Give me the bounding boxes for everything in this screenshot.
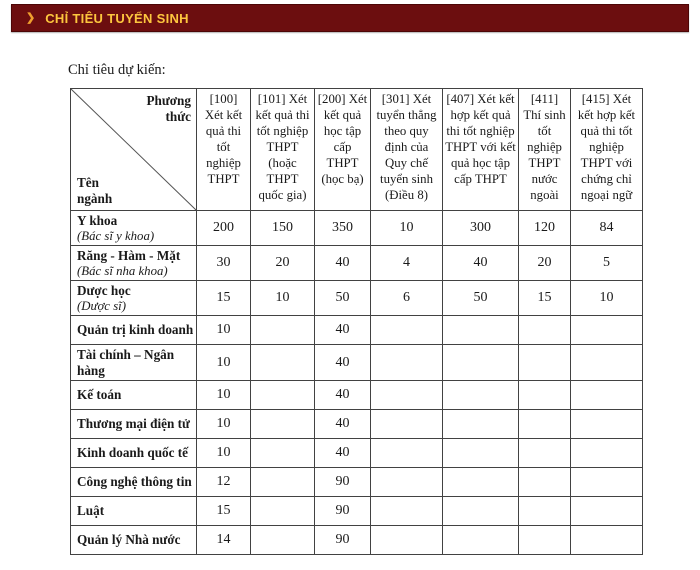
quota-cell bbox=[371, 381, 443, 410]
quota-cell bbox=[371, 345, 443, 381]
quota-cell: 20 bbox=[251, 246, 315, 281]
major-name-cell bbox=[71, 381, 197, 410]
quota-cell bbox=[251, 345, 315, 381]
section-banner-label: CHỈ TIÊU TUYỂN SINH bbox=[45, 10, 189, 26]
admission-quota-table bbox=[70, 88, 643, 555]
corner-cell bbox=[71, 89, 197, 211]
table-caption: Chỉ tiêu dự kiến: bbox=[68, 62, 166, 78]
major-name-cell bbox=[71, 246, 197, 281]
major-subtitle: (Bác sĩ nha khoa) bbox=[77, 263, 168, 278]
quota-cell bbox=[519, 468, 571, 497]
quota-cell bbox=[443, 468, 519, 497]
table-row bbox=[71, 439, 643, 468]
method-column-header: [101] Xét kết quả thi tốt nghiệp THPT (hoặc THPT quốc gia) bbox=[251, 89, 315, 211]
quota-cell: 10 bbox=[371, 211, 443, 246]
quota-cell: 40 bbox=[315, 316, 371, 345]
quota-cell: 10 bbox=[197, 345, 251, 381]
table-body bbox=[71, 211, 643, 555]
quota-cell bbox=[371, 526, 443, 555]
chevron-right-icon: ❯ bbox=[26, 11, 36, 24]
quota-cell bbox=[443, 439, 519, 468]
major-name-cell bbox=[71, 410, 197, 439]
quota-cell: 15 bbox=[197, 497, 251, 526]
quota-cell: 120 bbox=[519, 211, 571, 246]
quota-cell: 40 bbox=[315, 381, 371, 410]
quota-cell bbox=[251, 410, 315, 439]
table-row bbox=[71, 497, 643, 526]
major-name-cell bbox=[71, 526, 197, 555]
quota-cell: 40 bbox=[315, 439, 371, 468]
quota-cell: 14 bbox=[197, 526, 251, 555]
quota-cell bbox=[519, 497, 571, 526]
quota-cell: 40 bbox=[315, 345, 371, 381]
major-name-cell bbox=[71, 468, 197, 497]
quota-cell: 10 bbox=[197, 410, 251, 439]
quota-cell bbox=[371, 316, 443, 345]
quota-cell bbox=[251, 497, 315, 526]
quota-cell bbox=[443, 526, 519, 555]
method-column-header: [411] Thí sinh tốt nghiệp THPT nước ngoài bbox=[519, 89, 571, 211]
quota-cell: 40 bbox=[315, 410, 371, 439]
quota-cell bbox=[519, 526, 571, 555]
table-row bbox=[71, 281, 643, 316]
major-name-cell bbox=[71, 281, 197, 316]
quota-cell: 5 bbox=[571, 246, 643, 281]
quota-cell bbox=[571, 468, 643, 497]
quota-cell: 350 bbox=[315, 211, 371, 246]
table-row bbox=[71, 211, 643, 246]
section-banner[interactable] bbox=[11, 4, 689, 32]
quota-cell bbox=[371, 497, 443, 526]
table-row bbox=[71, 468, 643, 497]
quota-cell bbox=[251, 316, 315, 345]
quota-cell bbox=[251, 526, 315, 555]
quota-cell: 4 bbox=[371, 246, 443, 281]
quota-cell: 6 bbox=[371, 281, 443, 316]
major-name: Quản trị kinh doanh bbox=[77, 322, 194, 338]
quota-cell bbox=[519, 381, 571, 410]
quota-cell: 200 bbox=[197, 211, 251, 246]
quota-cell: 90 bbox=[315, 497, 371, 526]
quota-cell bbox=[571, 497, 643, 526]
major-name-cell bbox=[71, 439, 197, 468]
quota-cell: 15 bbox=[197, 281, 251, 316]
major-name: Kinh doanh quốc tế bbox=[77, 445, 189, 461]
table-header-row bbox=[71, 89, 643, 211]
major-name: Y khoa bbox=[77, 213, 118, 228]
table-row bbox=[71, 316, 643, 345]
major-name: Răng - Hàm - Mặt bbox=[77, 248, 181, 263]
quota-cell: 10 bbox=[197, 439, 251, 468]
quota-cell: 15 bbox=[519, 281, 571, 316]
quota-cell bbox=[571, 410, 643, 439]
quota-cell: 50 bbox=[443, 281, 519, 316]
method-column-header: [301] Xét tuyển thẳng theo quy định của Quy chế tuyển sinh (Điều 8) bbox=[371, 89, 443, 211]
quota-cell bbox=[519, 410, 571, 439]
table-row bbox=[71, 381, 643, 410]
major-name: Luật bbox=[77, 503, 105, 519]
major-name: Quản lý Nhà nước bbox=[77, 532, 181, 548]
major-subtitle: (Dược sĩ) bbox=[77, 298, 126, 313]
quota-cell bbox=[571, 439, 643, 468]
quota-cell: 12 bbox=[197, 468, 251, 497]
quota-cell: 90 bbox=[315, 526, 371, 555]
quota-cell bbox=[443, 381, 519, 410]
quota-cell bbox=[371, 439, 443, 468]
table-row bbox=[71, 526, 643, 555]
quota-cell: 10 bbox=[571, 281, 643, 316]
quota-cell bbox=[519, 439, 571, 468]
quota-cell bbox=[251, 381, 315, 410]
quota-cell: 150 bbox=[251, 211, 315, 246]
major-name: Dược học bbox=[77, 283, 131, 298]
major-name-cell bbox=[71, 497, 197, 526]
quota-cell: 10 bbox=[251, 281, 315, 316]
major-name: Kế toán bbox=[77, 387, 122, 403]
method-column-header: [200] Xét kết quả học tập cấp THPT (học bạ) bbox=[315, 89, 371, 211]
quota-cell bbox=[519, 345, 571, 381]
major-name: Thương mại điện tử bbox=[77, 416, 190, 432]
quota-cell bbox=[443, 316, 519, 345]
table-row bbox=[71, 410, 643, 439]
quota-cell bbox=[371, 410, 443, 439]
quota-cell: 10 bbox=[197, 381, 251, 410]
quota-cell bbox=[371, 468, 443, 497]
major-name: Công nghệ thông tin bbox=[77, 474, 192, 490]
major-name-cell bbox=[71, 316, 197, 345]
corner-label-method: Phương thức bbox=[146, 93, 191, 124]
quota-cell bbox=[519, 316, 571, 345]
quota-cell bbox=[571, 316, 643, 345]
quota-cell: 40 bbox=[443, 246, 519, 281]
quota-cell bbox=[571, 381, 643, 410]
major-subtitle: (Bác sĩ y khoa) bbox=[77, 228, 155, 243]
corner-label-major: Tên ngành bbox=[77, 175, 113, 206]
quota-cell: 20 bbox=[519, 246, 571, 281]
quota-cell bbox=[443, 345, 519, 381]
quota-cell: 50 bbox=[315, 281, 371, 316]
quota-cell bbox=[571, 526, 643, 555]
quota-cell bbox=[571, 345, 643, 381]
table-row bbox=[71, 246, 643, 281]
method-column-header: [415] Xét kết hợp kết quả thi tốt nghiệp THPT với chứng chỉ ngoại ngữ bbox=[571, 89, 643, 211]
quota-cell: 40 bbox=[315, 246, 371, 281]
method-column-header: [100] Xét kết quả thi tốt nghiệp THPT bbox=[197, 89, 251, 211]
quota-cell: 84 bbox=[571, 211, 643, 246]
method-column-header: [407] Xét kết hợp kết quả thi tốt nghiệp THPT với kết quả học tập cấp THPT bbox=[443, 89, 519, 211]
major-name-cell bbox=[71, 211, 197, 246]
major-name-cell bbox=[71, 345, 197, 381]
quota-cell bbox=[443, 410, 519, 439]
quota-cell: 10 bbox=[197, 316, 251, 345]
quota-cell: 300 bbox=[443, 211, 519, 246]
quota-cell: 30 bbox=[197, 246, 251, 281]
quota-cell bbox=[443, 497, 519, 526]
quota-cell bbox=[251, 439, 315, 468]
quota-cell: 90 bbox=[315, 468, 371, 497]
major-name: Tài chính – Ngân hàng bbox=[77, 347, 175, 378]
table-row bbox=[71, 345, 643, 381]
quota-cell bbox=[251, 468, 315, 497]
